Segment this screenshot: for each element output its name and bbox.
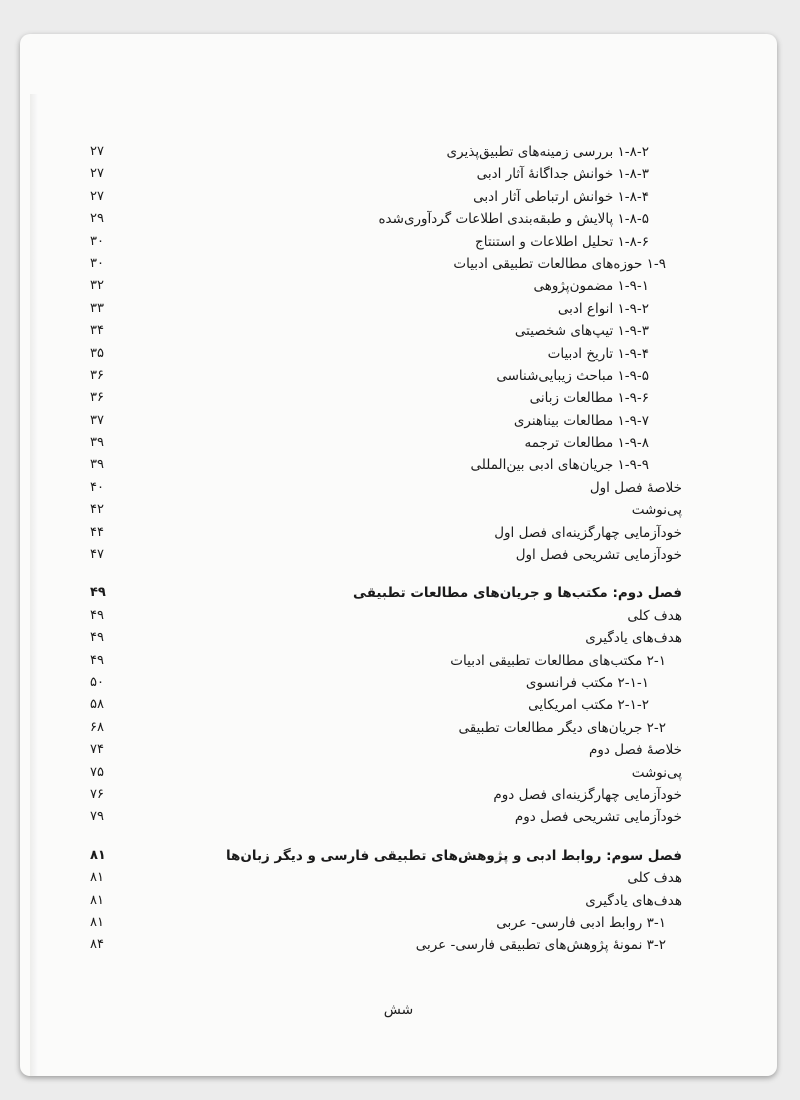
toc-title: پی‌نوشت — [631, 502, 682, 519]
toc-page-number: ۷۵ — [90, 764, 104, 780]
toc-row — [20, 477, 777, 499]
toc-page-number: ۳۴ — [90, 323, 104, 339]
toc-page-number: ۴۲ — [90, 502, 104, 518]
toc-page-number: ۴۹ — [90, 630, 104, 646]
toc-row — [20, 387, 777, 409]
toc-page-number: ۲۹ — [90, 211, 104, 227]
toc-page-number: ۲۷ — [90, 188, 104, 204]
toc-title: هدف‌های یادگیری — [585, 630, 682, 647]
toc-page-number: ۶۸ — [90, 719, 104, 735]
toc-row — [20, 627, 777, 649]
toc-title: ۱-۹-۴ تاریخ ادبیات — [547, 345, 649, 362]
toc-row — [20, 912, 777, 934]
toc-page-number: ۴۰ — [90, 479, 104, 495]
toc-title: فصل دوم: مکتب‌ها و جریان‌های مطالعات تطبیقی — [353, 585, 682, 602]
toc-title: ۱-۹-۷ مطالعات بیناهنری — [513, 412, 649, 429]
toc-row — [20, 806, 777, 828]
toc-row — [20, 867, 777, 889]
toc-row — [20, 784, 777, 806]
toc-row — [20, 717, 777, 739]
toc-page-number: ۷۶ — [90, 786, 104, 802]
toc-page-number: ۴۹ — [90, 652, 104, 668]
toc-title: هدف کلی — [627, 607, 682, 624]
toc-page-number: ۸۴ — [90, 937, 104, 953]
book-page — [20, 34, 777, 1076]
toc-title: ۱-۸-۵ پالایش و طبقه‌بندی اطلاعات گردآوری‌شده — [378, 211, 649, 228]
toc-row — [20, 343, 777, 365]
toc-title: خودآزمایی چهارگزینه‌ای فصل اول — [494, 524, 682, 541]
toc-row — [20, 186, 777, 208]
toc-title: خلاصهٔ فصل اول — [589, 479, 682, 496]
toc-row — [20, 253, 777, 275]
toc-title: ۱-۹-۵ مباحث زیبایی‌شناسی — [496, 367, 649, 384]
toc-title: خودآزمایی تشریحی فصل دوم — [514, 809, 682, 826]
toc-page-number: ۳۷ — [90, 412, 104, 428]
toc-title: ۱-۸-۲ بررسی زمینه‌های تطبیق‌پذیری — [446, 144, 649, 160]
toc-row — [20, 163, 777, 185]
toc-row — [20, 208, 777, 230]
toc-row — [20, 544, 777, 566]
toc-row — [20, 934, 777, 956]
table-of-contents — [20, 141, 777, 957]
toc-title: خودآزمایی تشریحی فصل اول — [515, 547, 682, 564]
toc-title: ۱-۹-۹ جریان‌های ادبی بین‌المللی — [470, 457, 649, 474]
toc-row — [20, 141, 777, 163]
toc-title: ۳-۲ نمونهٔ پژوهش‌های تطبیقی فارسی- عربی — [415, 937, 666, 954]
chapter-gap — [20, 566, 777, 582]
toc-page-number: ۳۶ — [90, 367, 104, 383]
toc-page-number: ۵۸ — [90, 697, 104, 713]
chapter-gap — [20, 829, 777, 845]
toc-page-number: ۳۹ — [90, 435, 104, 451]
toc-page-number: ۷۴ — [90, 742, 104, 758]
toc-title: ۱-۹-۸ مطالعات ترجمه — [524, 435, 649, 452]
toc-page-number: ۸۱ — [90, 847, 106, 863]
toc-title: خلاصهٔ فصل دوم — [589, 742, 682, 759]
toc-row — [20, 275, 777, 297]
toc-page-number: ۴۹ — [90, 585, 106, 601]
toc-title: ۲-۱-۲ مکتب امریکایی — [528, 697, 649, 714]
toc-page-number: ۴۹ — [90, 607, 104, 623]
page-folio: شش — [383, 1002, 414, 1018]
toc-title: ۱-۹-۲ انواع ادبی — [557, 300, 649, 317]
toc-title: فصل سوم: روابط ادبی و پژوهش‌های تطبیقی فارسی و دیگر زبان‌ها — [225, 847, 682, 864]
toc-title: خودآزمایی چهارگزینه‌ای فصل دوم — [493, 786, 682, 803]
toc-title: ۱-۹-۱ مضمون‌پژوهی — [533, 278, 649, 295]
toc-row — [20, 762, 777, 784]
toc-row — [20, 522, 777, 544]
toc-page-number: ۳۲ — [90, 278, 104, 294]
toc-title: هدف کلی — [627, 870, 682, 887]
toc-page-number: ۳۵ — [90, 345, 104, 361]
toc-row — [20, 650, 777, 672]
toc-page-number: ۳۶ — [90, 390, 104, 406]
toc-page-number: ۸۱ — [90, 870, 104, 886]
toc-title: ۳-۱ روابط ادبی فارسی- عربی — [496, 914, 666, 931]
toc-page-number: ۳۹ — [90, 457, 104, 473]
toc-row — [20, 499, 777, 521]
toc-row — [20, 694, 777, 716]
toc-page-number: ۴۴ — [90, 524, 104, 540]
toc-title: ۲-۲ جریان‌های دیگر مطالعات تطبیقی — [458, 719, 666, 736]
toc-row — [20, 739, 777, 761]
toc-title: ۱-۹-۳ تیپ‌های شخصیتی — [514, 323, 649, 340]
toc-row — [20, 605, 777, 627]
toc-row — [20, 320, 777, 342]
toc-page-number: ۷۹ — [90, 809, 104, 825]
toc-page-number: ۲۷ — [90, 144, 104, 159]
toc-title: ۲-۱-۱ مکتب فرانسوی — [525, 674, 649, 691]
toc-title: ۲-۱ مکتب‌های مطالعات تطبیقی ادبیات — [450, 652, 666, 669]
toc-row — [20, 410, 777, 432]
toc-page-number: ۴۷ — [90, 547, 104, 563]
toc-row — [20, 365, 777, 387]
toc-page-number: ۸۱ — [90, 892, 104, 908]
toc-title: ۱-۹-۶ مطالعات زبانی — [529, 390, 649, 407]
chapter-heading — [20, 582, 777, 604]
toc-title: ۱-۸-۴ خوانش ارتباطی آثار ادبی — [473, 188, 649, 205]
toc-title: ۱-۸-۶ تحلیل اطلاعات و استنتاج — [475, 233, 649, 250]
toc-row — [20, 432, 777, 454]
toc-row — [20, 298, 777, 320]
toc-page-number: ۳۳ — [90, 300, 104, 316]
toc-title: ۱-۸-۳ خوانش جداگانهٔ آثار ادبی — [476, 166, 649, 183]
toc-page-number: ۲۷ — [90, 166, 104, 182]
toc-title: هدف‌های یادگیری — [585, 892, 682, 909]
chapter-heading — [20, 845, 777, 867]
toc-page-number: ۳۰ — [90, 255, 104, 271]
toc-row — [20, 231, 777, 253]
toc-row — [20, 890, 777, 912]
toc-page-number: ۵۰ — [90, 674, 104, 690]
toc-title: ۱-۹ حوزه‌های مطالعات تطبیقی ادبیات — [453, 255, 666, 272]
toc-row — [20, 672, 777, 694]
toc-title: پی‌نوشت — [631, 764, 682, 781]
toc-page-number: ۸۱ — [90, 914, 104, 930]
toc-row — [20, 454, 777, 476]
toc-page-number: ۳۰ — [90, 233, 104, 249]
